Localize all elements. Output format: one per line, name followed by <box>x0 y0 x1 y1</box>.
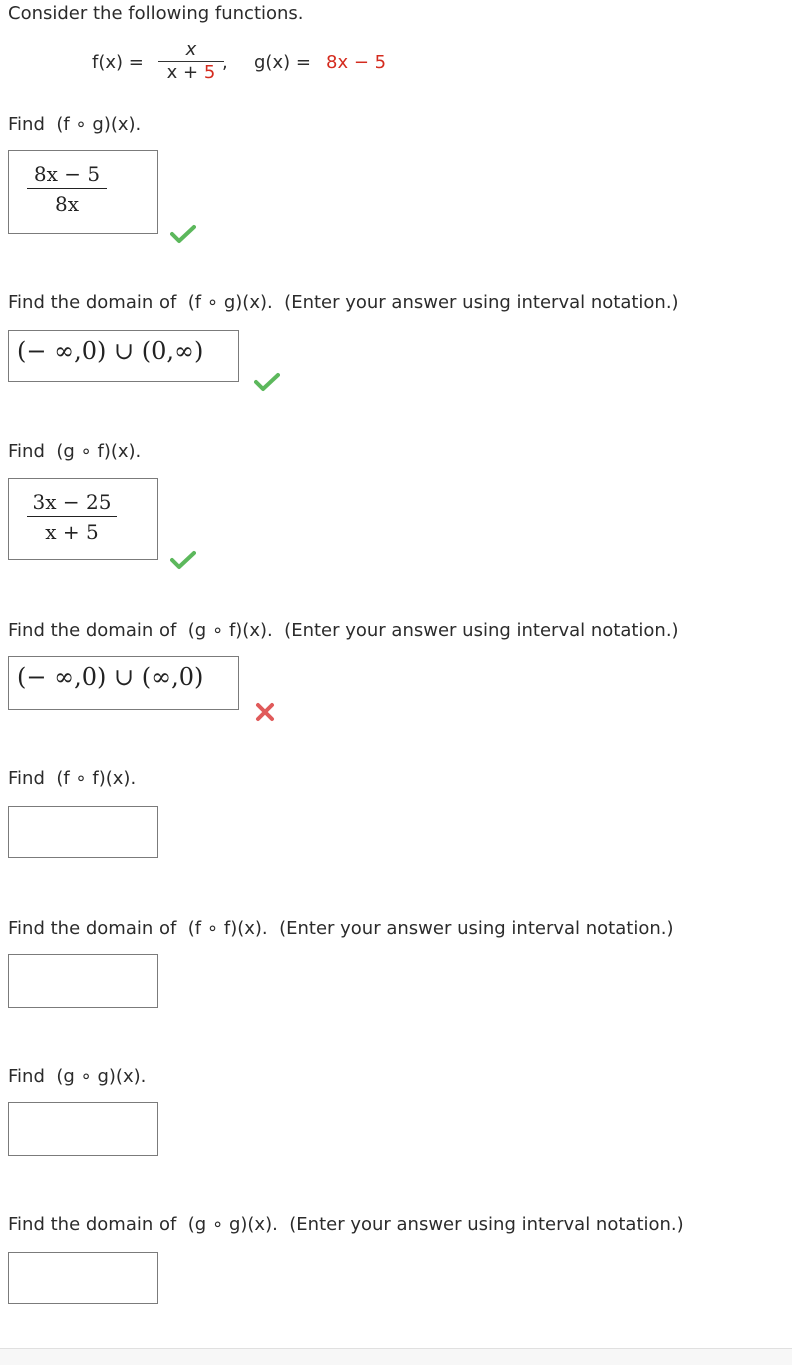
q4-answer: (− ∞,0) ∪ (∞,0) <box>17 663 204 691</box>
q1-check-icon <box>170 224 196 244</box>
q1-denominator: 8x <box>54 192 79 216</box>
q3-fraction-bar <box>27 516 117 517</box>
q8-prompt: Find the domain of (g ∘ g)(x). (Enter your answer using interval notation.) <box>8 1214 684 1235</box>
intro-text: Consider the following functions. <box>8 3 304 24</box>
f-separator: , <box>222 52 228 73</box>
q2-answer: (− ∞,0) ∪ (0,∞) <box>17 337 204 365</box>
q4-cross-icon <box>254 701 276 723</box>
q2-prompt: Find the domain of (f ∘ g)(x). (Enter your answer using interval notation.) <box>8 292 679 313</box>
q5-prompt: Find (f ∘ f)(x). <box>8 768 137 789</box>
f-denominator <box>158 63 224 83</box>
q8-answer-box[interactable] <box>8 1252 158 1304</box>
q3-answer-fraction <box>27 489 117 545</box>
q3-prompt: Find (g ∘ f)(x). <box>8 441 142 462</box>
q3-answer-box[interactable] <box>8 478 158 560</box>
q4-prompt: Find the domain of (g ∘ f)(x). (Enter your answer using interval notation.) <box>8 620 679 641</box>
q3-numerator: 3x − 25 <box>32 490 112 514</box>
q1-answer-box[interactable] <box>8 150 158 234</box>
q4-answer-box[interactable] <box>8 656 239 710</box>
q2-check-icon <box>254 372 280 392</box>
q1-prompt: Find (f ∘ g)(x). <box>8 114 142 135</box>
q7-prompt: Find (g ∘ g)(x). <box>8 1066 147 1087</box>
f-numerator: x <box>185 39 197 60</box>
q1-fraction-bar <box>27 188 107 189</box>
given-functions <box>0 40 792 90</box>
f-den-var: x + <box>166 62 204 83</box>
f-den-const: 5 <box>203 62 216 83</box>
q7-answer-box[interactable] <box>8 1102 158 1156</box>
q1-answer-fraction <box>27 161 107 217</box>
q6-answer-box[interactable] <box>8 954 158 1008</box>
g-label: g(x) = <box>254 52 317 73</box>
g-expression: 8x − 5 <box>326 52 387 73</box>
f-label: f(x) = <box>92 52 144 73</box>
q3-check-icon <box>170 550 196 570</box>
q1-numerator: 8x − 5 <box>33 162 101 186</box>
q2-answer-box[interactable] <box>8 330 239 382</box>
q3-denominator: x + 5 <box>45 520 99 544</box>
q6-prompt: Find the domain of (f ∘ f)(x). (Enter your answer using interval notation.) <box>8 918 674 939</box>
f-fraction <box>158 40 224 83</box>
q5-answer-box[interactable] <box>8 806 158 858</box>
page-bottom-divider <box>0 1348 792 1365</box>
